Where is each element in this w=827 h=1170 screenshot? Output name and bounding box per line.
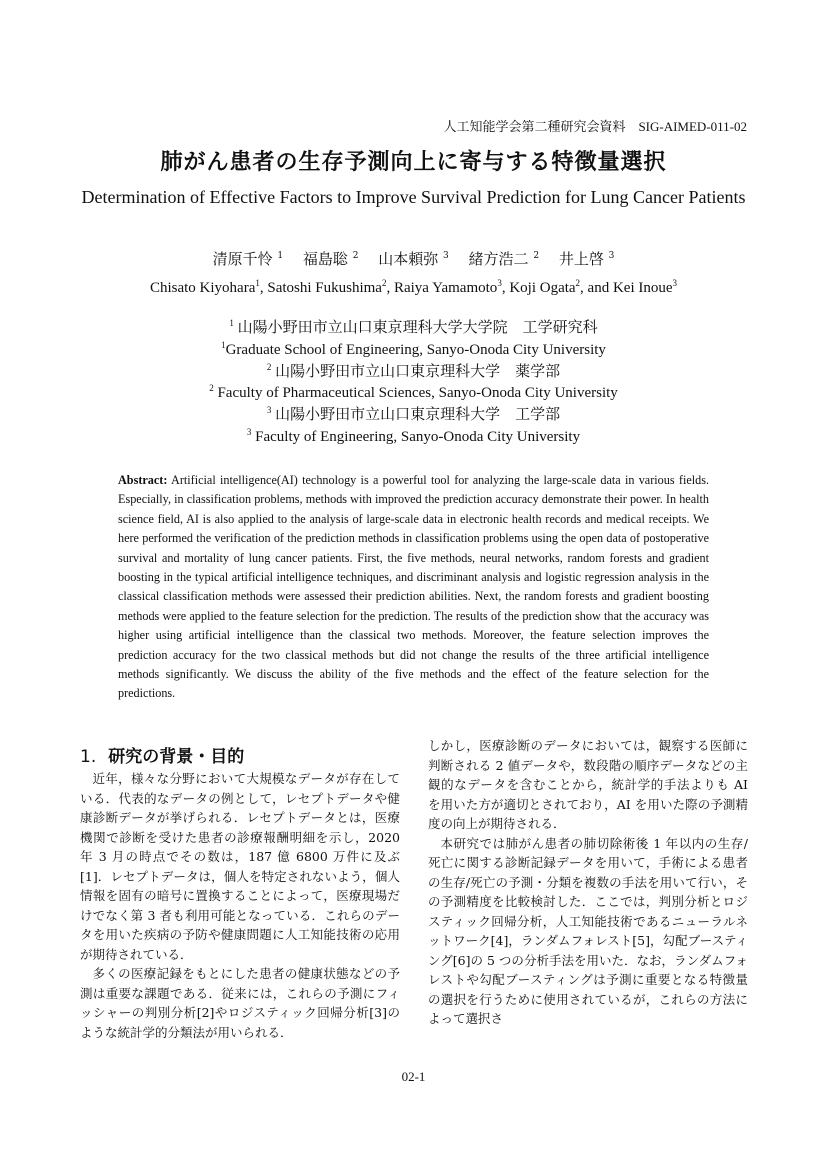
author-en: Koji Ogata$^2$, and <box>509 278 613 296</box>
author-ja: 緒方浩二 $^2$ <box>468 250 540 268</box>
body-paragraph: しかし，医療診断のデータにおいては，観察する医師に判断される 2 値データや，数段階の順序データなどの主観的なデータを含むことから，統計学的手法よりも AI を用いた方が適切とされており，AI を用いた際の予測精度の向上が期待される． <box>428 738 748 831</box>
author-ja: 井上啓 $^3$ <box>558 250 615 268</box>
body-paragraph: 多くの医療記録をもとにした患者の健康状態などの予測は重要な課題である．従来には，これらの予測にフィッシャーの判別分析[2]やロジスティック回帰分析[3]のような統計学的分類法が用いられる． <box>80 966 400 1040</box>
affiliations <box>0 318 827 449</box>
title-japanese: 肺がん患者の生存予測向上に寄与する特徴量選択 <box>160 150 667 175</box>
affiliation-line: $^2$ Faculty of Pharmaceutical Sciences, Sanyo-Onoda City University <box>209 383 618 402</box>
author-ja: 清原千怜 $^1$ <box>212 250 284 268</box>
author-en: Kei Inoue$^3$ <box>612 278 678 296</box>
abstract-label: Abstract: <box>118 473 168 487</box>
abstract-text: Artificial intelligence(AI) technology is a powerful tool for analyzing the large-scale data in various fields. Especially, in classification problems, methods with improved the prediction accuracy demonstrate their power. In health science field, AI is also applied to the analysis of large-scale data in electronic health records and medical receipts. We here performed the verification of the prediction methods in classification problems using the open data of postoperative survival and mortality of lung cancer patients. First, the five methods, neural networks, random forests and gradient boosting in the typical artificial intelligence techniques, and discriminant analysis and logistic regression analysis in the classical classification methods were assessed their prediction abilities. Next, the random forests and gradient boosting methods were applied to the feature selection for the prediction. The results of the prediction show that the accuracy was higher using artificial intelligence than the classical two methods. Moreover, the feature selection improves the prediction accuracy for the two classical methods but did not change the results of the three artificial intelligence methods significantly. We discuss the ability of the five methods and the effect of the feature selection for the predictions. <box>118 473 710 701</box>
authors-english <box>0 280 827 297</box>
abstract <box>118 471 709 704</box>
author-ja: 山本頼弥 $^3$ <box>378 250 449 268</box>
author-en: Chisato Kiyohara$^1$, <box>149 278 268 296</box>
title-english: Determination of Effective Factors to Improve Survival Prediction for Lung Cancer Patients <box>81 187 746 207</box>
affiliation-line: $^1$ 山陽小野田市立山口東京理科大学大学院 工学研究科 <box>229 318 598 336</box>
right-column <box>428 736 748 1029</box>
affiliation-line: $^1$Graduate School of Engineering, Sanyo-Onoda City University <box>221 339 606 358</box>
affiliation-line: $^3$ 山陽小野田市立山口東京理科大学 工学部 <box>266 405 561 424</box>
section-heading <box>80 742 244 767</box>
section-number: 1. <box>80 747 97 767</box>
header-series: 人工知能学会第二種研究会資料 SIG-AIMED-011-02 <box>443 119 747 134</box>
left-column <box>80 769 400 1042</box>
affiliation-line: $^3$ Faculty of Engineering, Sanyo-Onoda City University <box>246 426 581 445</box>
page-number: 02-1 <box>401 1069 426 1084</box>
section-title: 研究の背景・目的 <box>108 747 245 767</box>
author-ja: 福島聡 $^2$ <box>302 250 359 268</box>
authors-japanese <box>0 248 827 269</box>
affiliation-line: $^2$ 山陽小野田市立山口東京理科大学 薬学部 <box>266 361 561 380</box>
author-en: Raiya Yamamoto$^3$, <box>393 278 510 296</box>
author-en: Satoshi Fukushima$^2$, <box>267 278 394 296</box>
body-paragraph: 本研究では肺がん患者の肺切除術後 1 年以内の生存/死亡に関する診断記録データを用いて，手術による患者の生存/死亡の予測・分類を複数の手法を用いて行い，その予測精度を比較検討した．ここでは，判別分析とロジスティック回帰分析，人工知能技術であるニューラルネットワーク[4]，ランダムフォレスト[5]，勾配ブースティング[6]の 5 つの分析手法を用いた．なお，ランダムフォレストや勾配ブースティングは予測に重要となる特徴量の選択を行うために使用されているが，これらの方法によって選択さ <box>428 835 748 1026</box>
body-paragraph: 近年，様々な分野において大規模なデータが存在している．代表的なデータの例として，レセプトデータや健康診断データが挙げられる．レセプトデータとは，医療機関で診断を受けた患者の診療報酬明細を示し，2020 年 3 月の時点でその数は，187 億 6800 万件に及ぶ[1]．レセプトデータは，個人を特定されないよう，個人情報を固有の暗号に置換することによって，医療現場だけでなく第 3 者も利用可能となっている．これらのデータを用いた疾病の予防や健康問題に人工知能技術の応用が期待されている． <box>80 771 400 962</box>
